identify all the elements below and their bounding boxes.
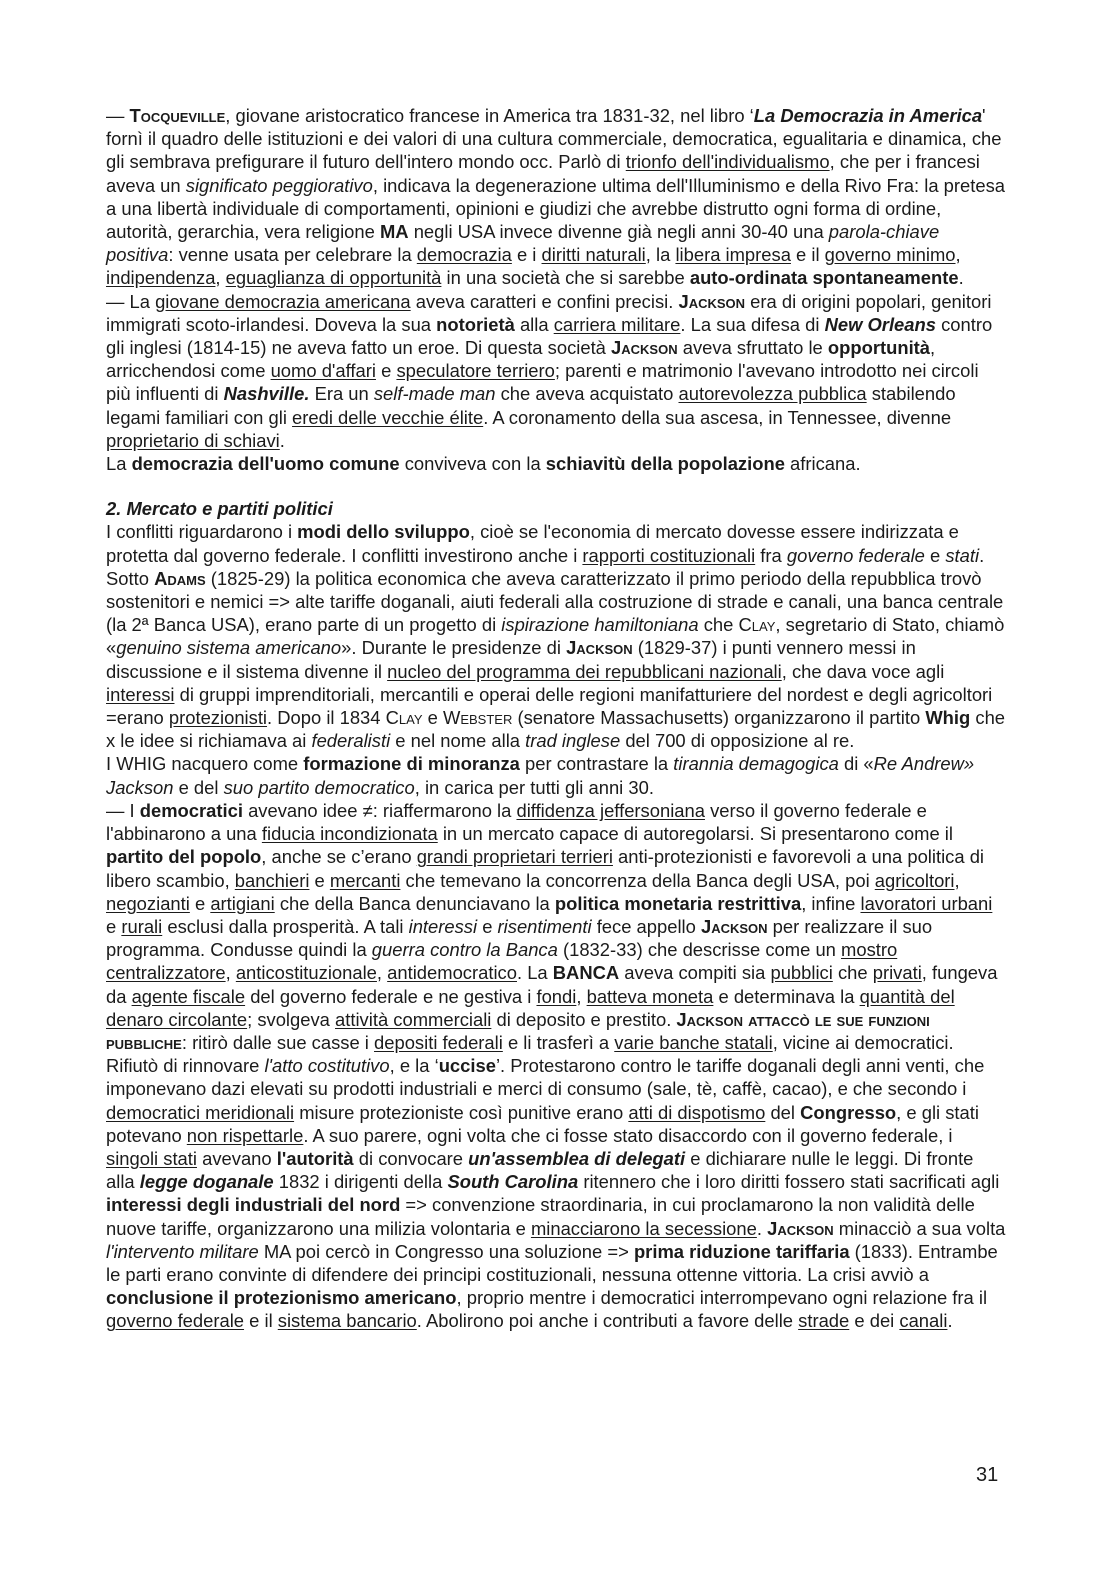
paragraph-whig: I WHIG nacquero come formazione di minoranza per contrastare la tirannia demagogica di «Re Andrew» Jackson e del suo partito democratico, in carica per tutti gli anni 30. bbox=[106, 753, 975, 798]
name-tocqueville: Tocqueville bbox=[129, 105, 226, 126]
document-page bbox=[106, 104, 1006, 1333]
paragraph-gap bbox=[106, 475, 1006, 497]
paragraph-market: I conflitti riguardarono i modi dello sviluppo, cioè se l'economia di mercato dovesse essere indirizzata e protetta dal governo federale. I conflitti investirono anche i rapporti costituzionali fra governo federale e stati. Sotto Adams (1825-29) la politica economica che aveva caratterizzato il primo periodo della repubblica trovò sostenitori e nemici => alte tariffe doganali, aiuti federali alla costruzione di strade e canali, una banca centrale (la 2ª Banca USA), erano parte di un progetto di ispirazione hamiltoniana che Clay, segretario di Stato, chiamò «genuino sistema americano». Durante le presidenze di Jackson (1829-37) i punti vennero messi in discussione e il sistema divenne il nucleo del programma dei repubblicani nazionali, che dava voce agli interessi di gruppi imprenditoriali, mercantili e operai delle regioni manifatturiere del nordest e degli agricoltori =erano protezionisti. Dopo il 1834 Clay e Webster (senatore Massachusetts) organizzarono il partito Whig che x le idee si richiamava ai federalisti e nel nome alla trad inglese del 700 di opposizione al re. bbox=[106, 521, 1006, 752]
paragraph-common-man: La democrazia dell'uomo comune conviveva con la schiavitù della popolazione africana. bbox=[106, 453, 861, 475]
paragraph-democrats: — I democratici avevano idee ≠: riaffermarono la diffidenza jeffersoniana verso il governo federale e l'abbinarono a una fiducia incondizionata in un mercato capace di autoregolarsi. Si presentarono come il partito del popolo, anche se c’erano grandi proprietari terrieri anti-protezionisti e favorevoli a una politica di libero scambio, banchieri e mercanti che temevano la concorrenza della Banca degli USA, poi agricoltori, negozianti e artigiani che della Banca denunciavano la politica monetaria restrittiva, infine lavoratori urbani e rurali esclusi dalla prosperità. A tali interessi e risentimenti fece appello Jackson per realizzare il suo programma. Condusse quindi la guerra contro la Banca (1832-33) che descrisse come un mostro centralizzatore, anticostituzionale, antidemocratico. La BANCA aveva compiti sia pubblici che privati, fungeva da agente fiscale del governo federale e ne gestiva i fondi, batteva moneta e determinava la quantità del denaro circolante; svolgeva attività commerciali di deposito e prestito. Jackson attaccò le sue funzioni pubbliche: ritirò dalle sue casse i depositi federali e li trasferì a varie banche statali, vicine ai democratici. Rifiutò di rinnovare l'atto costitutivo, e la ‘uccise’. Protestarono contro le tariffe doganali degli anni venti, che imponevano dazi elevati su prodotti industriali e merci di consumo (sale, tè, caffè, cacao), e che secondo i democratici meridionali misure protezioniste così punitive erano atti di dispotismo del Congresso, e gli stati potevano non rispettarle. A suo parere, ogni volta che ci fosse stato disaccordo con il governo federale, i singoli stati avevano l'autorità di convocare un'assemblea di delegati e dichiarare nulle le leggi. Di fronte alla legge doganale 1832 i dirigenti della South Carolina ritennero che i loro diritti fossero stati sacrificati agli interessi degli industriali del nord => convenzione straordinaria, in cui proclamarono la non validità delle nuove tariffe, organizzarono una milizia volontaria e minacciarono la secessione. Jackson minacciò a sua volta l'intervento militare MA poi cercò in Congresso una soluzione => prima riduzione tariffaria (1833). Entrambe le parti erano convinte di difendere dei principi costituzionali, nessuna ottenne vittoria. La crisi avviò a conclusione il protezionismo americano, proprio mentre i democratici interrompevano ogni relazione fra il governo federale e il sistema bancario. Abolirono poi anche i contributi a favore delle strade e dei canali. bbox=[106, 799, 1006, 1332]
section-heading: 2. Mercato e partiti politici bbox=[106, 498, 333, 520]
paragraph-tocqueville: — Tocqueville, giovane aristocratico francese in America tra 1831-32, nel libro ‘La Democrazia in America' fornì il quadro delle istituzioni e dei valori di una cultura commerciale, democratica, egualitaria e dinamica, che gli sembrava prefigurare il futuro dell'intero mondo occ. Parlò di trionfo dell'individualismo, che per i francesi aveva un significato peggiorativo, indicava la degenerazione ultima dell'Illuminismo e della Rivo Fra: la pretesa a una libertà individuale di comportamenti, opinioni e giudizi che avrebbe distrutto ogni forma di ordine, autorità, gerarchia, vera religione MA negli USA invece divenne già negli anni 30-40 una parola-chiave positiva: venne usata per celebrare la democrazia e i diritti naturali, la libera impresa e il governo minimo, indipendenza, eguaglianza di opportunità in una società che si sarebbe auto-ordinata spontaneamente. bbox=[106, 105, 1006, 289]
book-title: La Democrazia in America bbox=[753, 105, 983, 126]
paragraph-jackson: — La giovane democrazia americana aveva caratteri e confini precisi. Jackson era di origini popolari, genitori immigrati scoto-irlandesi. Doveva la sua notorietà alla carriera militare. La sua difesa di New Orleans contro gli inglesi (1814-15) ne aveva fatto un eroe. Di questa società Jackson aveva sfruttato le opportunità, arricchendosi come uomo d'affari e speculatore terriero; parenti e matrimonio l'avevano introdotto nei circoli più influenti di Nashville. Era un self-made man che aveva acquistato autorevolezza pubblica stabilendo legami familiari con gli eredi delle vecchie élite. A coronamento della sua ascesa, in Tennessee, divenne proprietario di schiavi. bbox=[106, 290, 993, 451]
page-number: 31 bbox=[976, 1464, 999, 1486]
